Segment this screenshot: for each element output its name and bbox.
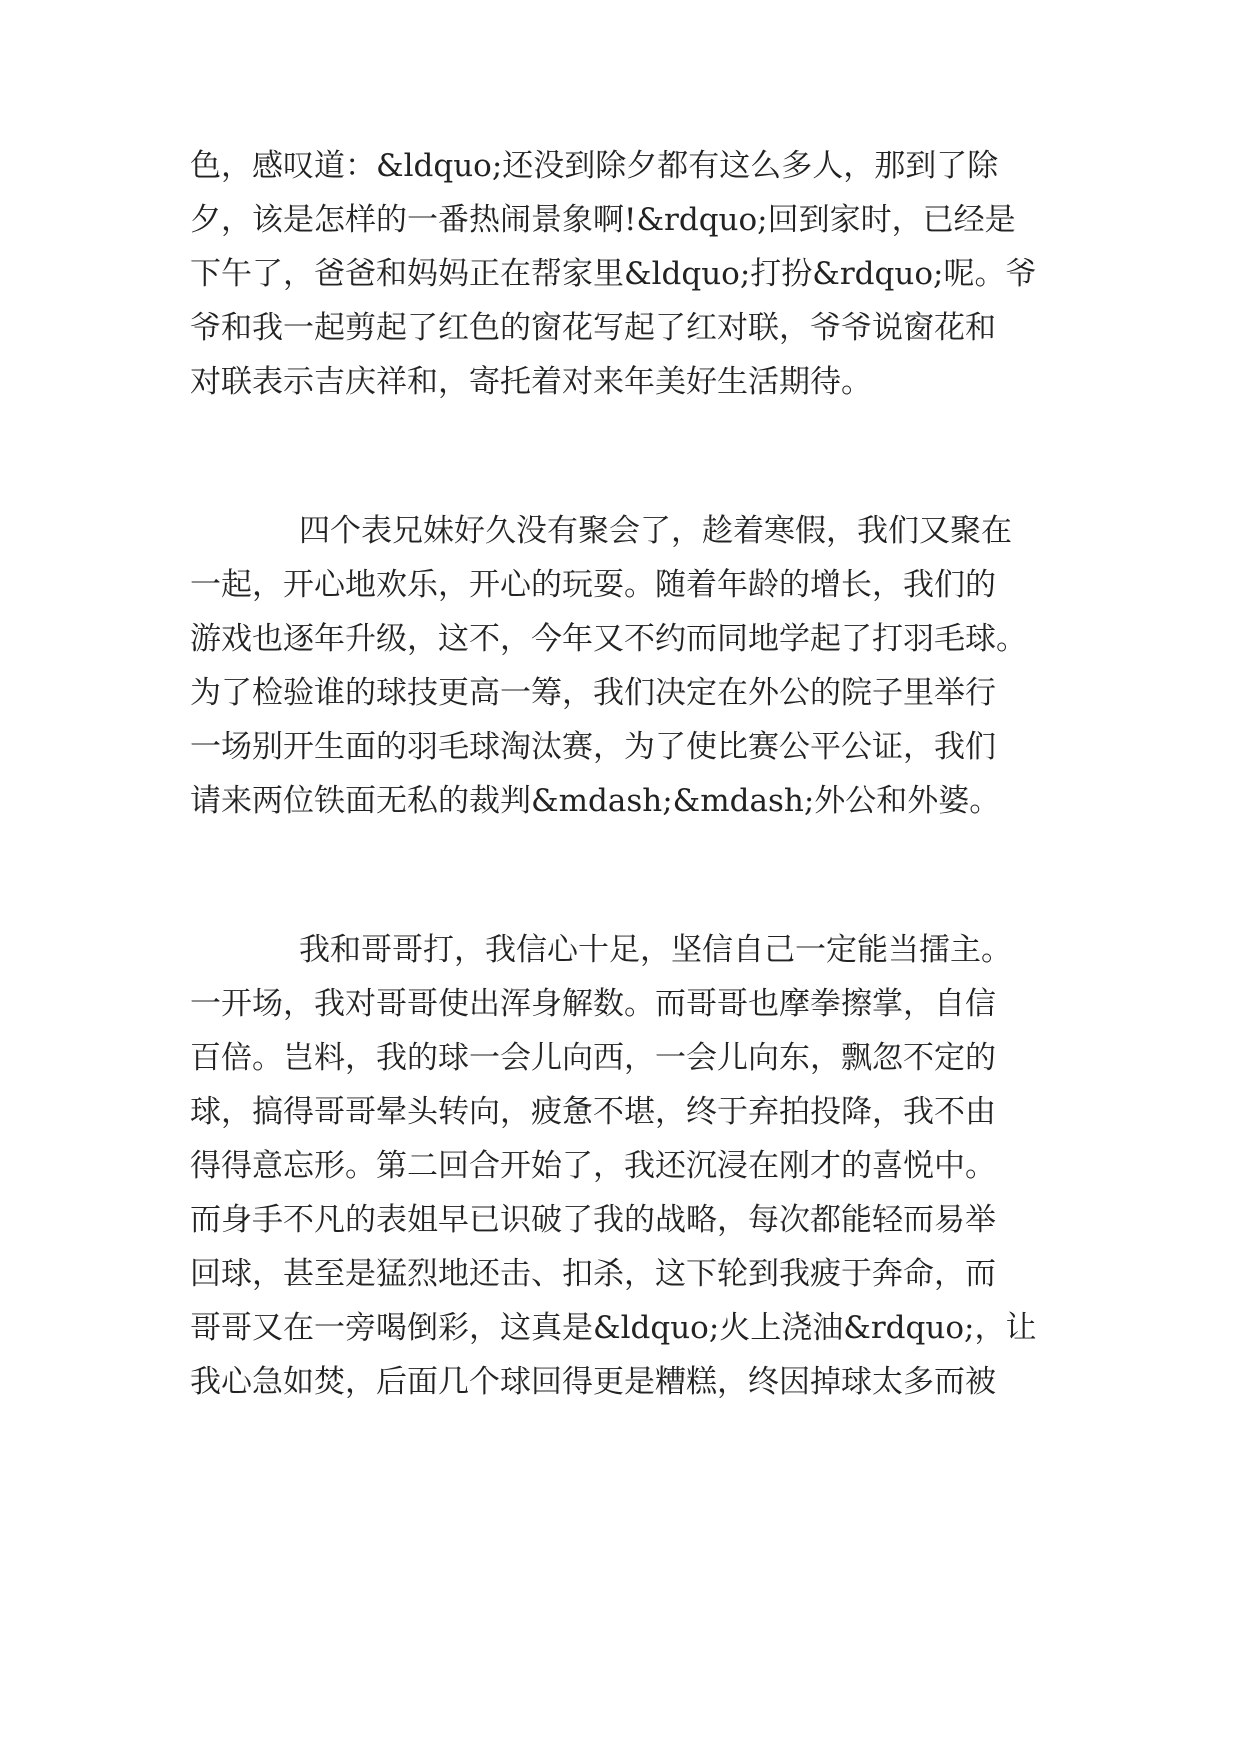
text-line: 球，搞得哥哥晕头转向，疲惫不堪，终于弃拍投降，我不由 xyxy=(190,1094,996,1130)
text-line: 下午了，爸爸和妈妈正在帮家里&ldquo;打扮&rdquo;呢。爷 xyxy=(190,256,1037,292)
text-line: 百倍。岂料，我的球一会儿向西，一会儿向东，飘忽不定的 xyxy=(190,1040,996,1076)
text-line: 我和哥哥打，我信心十足，坚信自己一定能当擂主。 xyxy=(299,932,1012,968)
text-line: 夕，该是怎样的一番热闹景象啊!&rdquo;回到家时，已经是 xyxy=(190,202,1016,238)
text-line: 哥哥又在一旁喝倒彩，这真是&ldquo;火上浇油&rdquo;，让 xyxy=(190,1310,1037,1346)
text-line: 一场别开生面的羽毛球淘汰赛，为了使比赛公平公证，我们 xyxy=(190,729,996,765)
text-line: 请来两位铁面无私的裁判&mdash;&mdash;外公和外婆。 xyxy=(190,783,1001,819)
text-line: 四个表兄妹好久没有聚会了，趁着寒假，我们又聚在 xyxy=(299,513,1012,549)
text-line: 一起，开心地欢乐，开心的玩耍。随着年龄的增长，我们的 xyxy=(190,567,996,603)
text-line: 而身手不凡的表姐早已识破了我的战略，每次都能轻而易举 xyxy=(190,1202,996,1238)
text-line: 我心急如焚，后面几个球回得更是糟糕，终因掉球太多而被 xyxy=(190,1364,996,1400)
text-line: 为了检验谁的球技更高一筹，我们决定在外公的院子里举行 xyxy=(190,675,996,711)
text-line: 对联表示吉庆祥和，寄托着对来年美好生活期待。 xyxy=(190,364,872,400)
text-line: 色，感叹道：&ldquo;还没到除夕都有这么多人，那到了除 xyxy=(190,148,999,184)
text-line: 一开场，我对哥哥使出浑身解数。而哥哥也摩拳擦掌，自信 xyxy=(190,986,996,1022)
text-line: 回球，甚至是猛烈地还击、扣杀，这下轮到我疲于奔命，而 xyxy=(190,1256,996,1292)
text-line: 爷和我一起剪起了红色的窗花写起了红对联，爷爷说窗花和 xyxy=(190,310,996,346)
text-line: 得得意忘形。第二回合开始了，我还沉浸在刚才的喜悦中。 xyxy=(190,1148,996,1184)
text-line: 游戏也逐年升级，这不，今年又不约而同地学起了打羽毛球。 xyxy=(190,621,1027,657)
